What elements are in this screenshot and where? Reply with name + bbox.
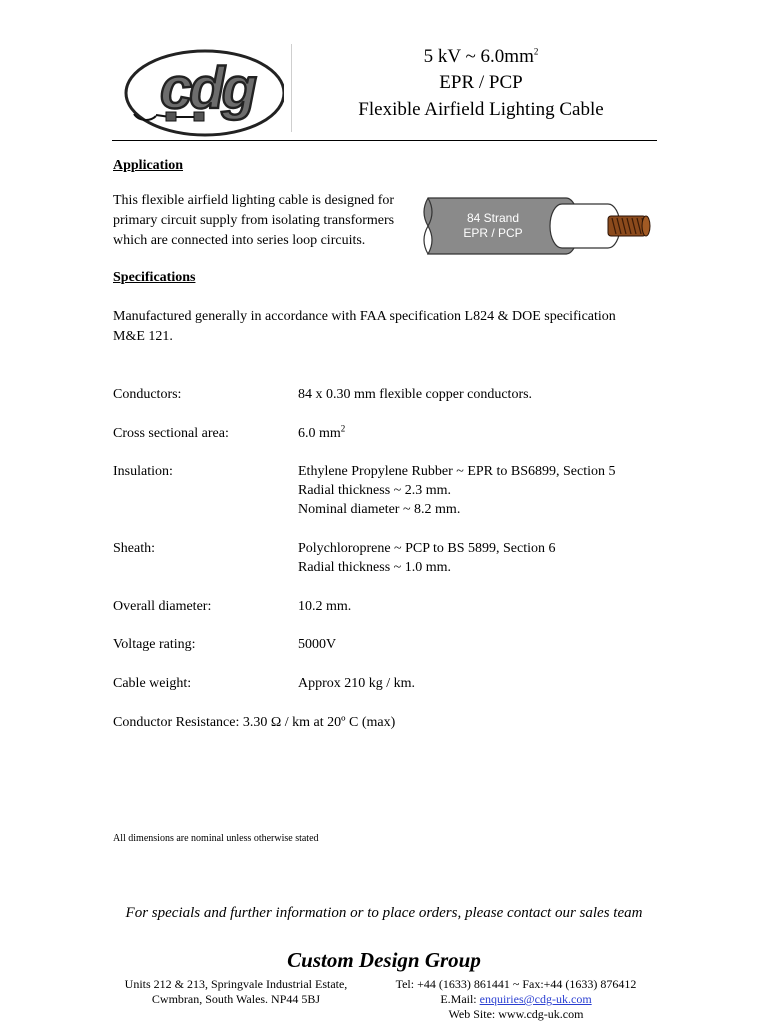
application-text: This flexible airfield lighting cable is designed for primary circuit supply from isolating transformers which are connected into series loop circuits. bbox=[113, 193, 395, 248]
spec-label-voltage: Voltage rating: bbox=[113, 637, 196, 652]
product-name-title: Flexible Airfield Lighting Cable bbox=[358, 99, 604, 120]
cdg-logo-graphic bbox=[122, 48, 284, 138]
cable-label-material: EPR / PCP bbox=[463, 226, 523, 240]
spec-value-conductors: 84 x 0.30 mm flexible copper conductors. bbox=[298, 387, 533, 402]
contact-line: For specials and further information or to place orders, please contact our sales team bbox=[125, 905, 643, 921]
cable-cross-section-diagram bbox=[420, 194, 652, 258]
company-name: Custom Design Group bbox=[287, 948, 481, 972]
copper-conductor-strands bbox=[608, 216, 650, 236]
spec-label-sheath: Sheath: bbox=[113, 541, 155, 556]
product-voltage-title: 5 kV ~ $6.0mm^2$ bbox=[423, 46, 539, 67]
specifications-heading: Specifications bbox=[113, 270, 196, 285]
tel-fax: Tel: +44 (1633) 861441 ~ Fax:+44 (1633) 876412 bbox=[395, 977, 637, 991]
product-material-title: EPR / PCP bbox=[439, 72, 523, 93]
spec-label-conductors: Conductors: bbox=[113, 387, 182, 402]
spec-value-sheath: Polychloroprene ~ PCP to BS 5899, Section 6 Radial thickness ~ 1.0 mm. bbox=[298, 541, 556, 575]
spec-label-cross-section: Cross sectional area: bbox=[113, 426, 229, 441]
dimensions-note: All dimensions are nominal unless otherwise stated bbox=[113, 833, 319, 844]
address-line-1: Units 212 & 213, Springvale Industrial Estate, bbox=[124, 977, 348, 991]
specifications-intro: Manufactured generally in accordance with FAA specification L824 & DOE specification M&E 121. bbox=[113, 309, 616, 344]
conductor-resistance: Conductor Resistance: 3.30 Ω / km at 20º C (max) bbox=[113, 715, 396, 730]
header-divider bbox=[291, 44, 292, 132]
spec-value-weight: Approx 210 kg / km. bbox=[298, 676, 416, 691]
header-rule bbox=[112, 140, 657, 141]
spec-label-insulation: Insulation: bbox=[113, 464, 173, 479]
company-address bbox=[100, 977, 372, 1007]
spec-value-overall-diameter: 10.2 mm. bbox=[298, 599, 352, 614]
spec-value-cross-section: 6.0 $mm^2$ bbox=[298, 423, 346, 441]
spec-label-weight: Cable weight: bbox=[113, 676, 192, 691]
cable-label-strand: 84 Strand bbox=[466, 211, 520, 225]
spec-value-insulation: Ethylene Propylene Rubber ~ EPR to BS6899, Section 5 Radial thickness ~ 2.3 mm. Nominal diameter ~ 8.2 mm. bbox=[298, 464, 616, 517]
spec-value-voltage: 5000V bbox=[298, 637, 337, 652]
company-logo bbox=[122, 48, 284, 138]
spec-label-overall-diameter: Overall diameter: bbox=[113, 599, 212, 614]
website: Web Site: www.cdg-uk.com bbox=[448, 1007, 584, 1021]
address-line-2: Cwmbran, South Wales. NP44 5BJ bbox=[151, 992, 321, 1006]
application-heading: Application bbox=[113, 158, 184, 173]
company-contact-details bbox=[378, 977, 654, 1022]
logo-text: cdg bbox=[159, 56, 255, 121]
email-link[interactable]: enquiries@cdg-uk.com bbox=[479, 992, 592, 1006]
email-line: E.Mail: enquiries@cdg-uk.com bbox=[440, 992, 592, 1006]
